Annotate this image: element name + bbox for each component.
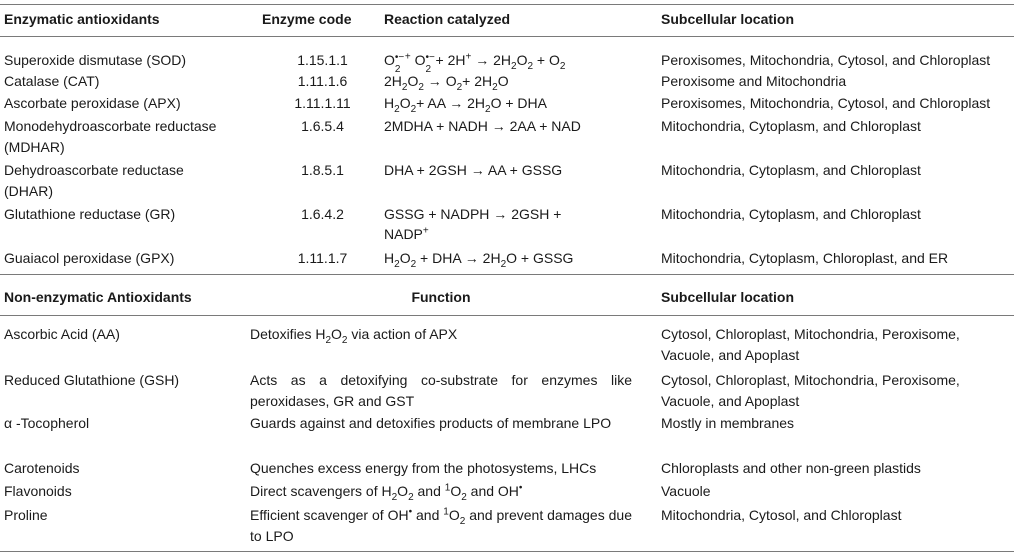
enzyme-name: Catalase (CAT) — [4, 73, 100, 89]
enzyme-code: 1.15.1.1 — [297, 52, 348, 68]
enzyme-name: Dehydroascorbate reductase — [4, 162, 184, 178]
reaction: O •− 2 + O •− 2 + $2H^+ \to 2H_2O_2 + O_2$ — [384, 51, 566, 75]
function: Efficient scavenger of OH• and $^1O_2$ and prevent damages due to LPO — [250, 506, 632, 544]
subcellular-location: Cytosol, Chloroplast, Mitochondria, Peroxisome, — [661, 372, 960, 388]
reaction: $H_2O_2+$ AA → $2H_2O$ + DHA — [384, 95, 547, 115]
enzyme-code: 1.11.1.11 — [294, 95, 351, 111]
enzyme-name: Guaiacol peroxidase (GPX) — [4, 250, 175, 266]
antioxidant-name: Flavonoids — [4, 483, 72, 499]
subcellular-location: Cytosol, Chloroplast, Mitochondria, Peroxisome, — [661, 326, 960, 342]
enzyme-name: Glutathione reductase (GR) — [4, 206, 176, 222]
subcellular-location: Mitochondria, Cytoplasm, and Chloroplast — [661, 206, 921, 222]
subheader-rule — [0, 315, 1014, 316]
antioxidant-name: Ascorbic Acid (AA) — [4, 326, 120, 342]
subcellular-location-cont: Vacuole, and Apoplast — [661, 393, 800, 409]
enzyme-code: 1.11.1.7 — [297, 250, 348, 266]
subcellular-location: Mitochondria, Cytoplasm, and Chloroplast — [661, 162, 921, 178]
function: Acts as a detoxifying co-substrate for enzymes like peroxidases, GR and GST — [250, 372, 632, 409]
enzyme-name-cont: (DHAR) — [4, 183, 53, 199]
subcellular-location: Mitochondria, Cytoplasm, Chloroplast, and ER — [661, 250, 949, 266]
enzyme-name: Superoxide dismutase (SOD) — [4, 52, 187, 68]
enzyme-code: 1.6.4.2 — [301, 206, 344, 222]
reaction: DHA + 2GSH → AA + GSSG — [384, 162, 563, 178]
enzyme-name: Ascorbate peroxidase (APX) — [4, 95, 181, 111]
enzyme-code: 1.6.5.4 — [301, 118, 344, 134]
antioxidant-name: α -Tocopherol — [4, 415, 90, 431]
table-top-rule — [0, 4, 1014, 5]
column-header: Enzyme code — [262, 11, 352, 27]
subcellular-location: Vacuole — [661, 483, 711, 499]
column-header: Subcellular location — [661, 11, 795, 27]
subcellular-location: Peroxisomes, Mitochondria, Cytosol, and Chloroplast — [661, 52, 991, 68]
reaction: GSSG + NADPH → 2GSH + — [384, 206, 562, 222]
subcellular-location: Mostly in membranes — [661, 415, 795, 431]
subcellular-location: Peroxisomes, Mitochondria, Cytosol, and Chloroplast — [661, 95, 991, 111]
column-header: Subcellular location — [661, 289, 795, 305]
column-header: Enzymatic antioxidants — [4, 11, 160, 27]
section-rule — [0, 274, 1014, 275]
function: Detoxifies $H_2O_2$ via action of APX — [250, 326, 458, 346]
reaction: $H_2O_2$ + DHA → $2H_2O$ + GSSG — [384, 250, 574, 270]
antioxidant-name: Reduced Glutathione (GSH) — [4, 372, 180, 388]
column-header: Function — [411, 289, 471, 305]
reaction-cont: NADP+ — [384, 225, 429, 242]
enzyme-name-cont: (MDHAR) — [4, 139, 65, 155]
antioxidant-name: Proline — [4, 507, 48, 523]
antioxidant-name: Carotenoids — [4, 460, 80, 476]
column-header: Non-enzymatic Antioxidants — [4, 289, 192, 305]
subcellular-location: Mitochondria, Cytosol, and Chloroplast — [661, 507, 902, 523]
reaction: $2H_2O_2 \to O_2+ 2H_2O$ — [384, 73, 509, 93]
subcellular-location: Peroxisome and Mitochondria — [661, 73, 847, 89]
reaction: 2MDHA + NADH → 2AA + NAD — [384, 118, 581, 134]
function: Quenches excess energy from the photosystems, LHCs — [250, 460, 597, 476]
column-header: Reaction catalyzed — [384, 11, 511, 27]
subcellular-location: Mitochondria, Cytoplasm, and Chloroplast — [661, 118, 921, 134]
function: Guards against and detoxifies products of membrane LPO — [250, 415, 612, 431]
table-bottom-rule — [0, 551, 1014, 552]
function: Direct scavengers of $H_2O_2$ and $^1O_2$ and OH• — [250, 482, 523, 503]
subcellular-location: Chloroplasts and other non-green plastids — [661, 460, 921, 476]
enzyme-code: 1.8.5.1 — [301, 162, 344, 178]
enzyme-name: Monodehydroascorbate reductase — [4, 118, 217, 134]
header-rule — [0, 36, 1014, 37]
enzyme-code: 1.11.1.6 — [297, 73, 348, 89]
subcellular-location-cont: Vacuole, and Apoplast — [661, 347, 800, 363]
